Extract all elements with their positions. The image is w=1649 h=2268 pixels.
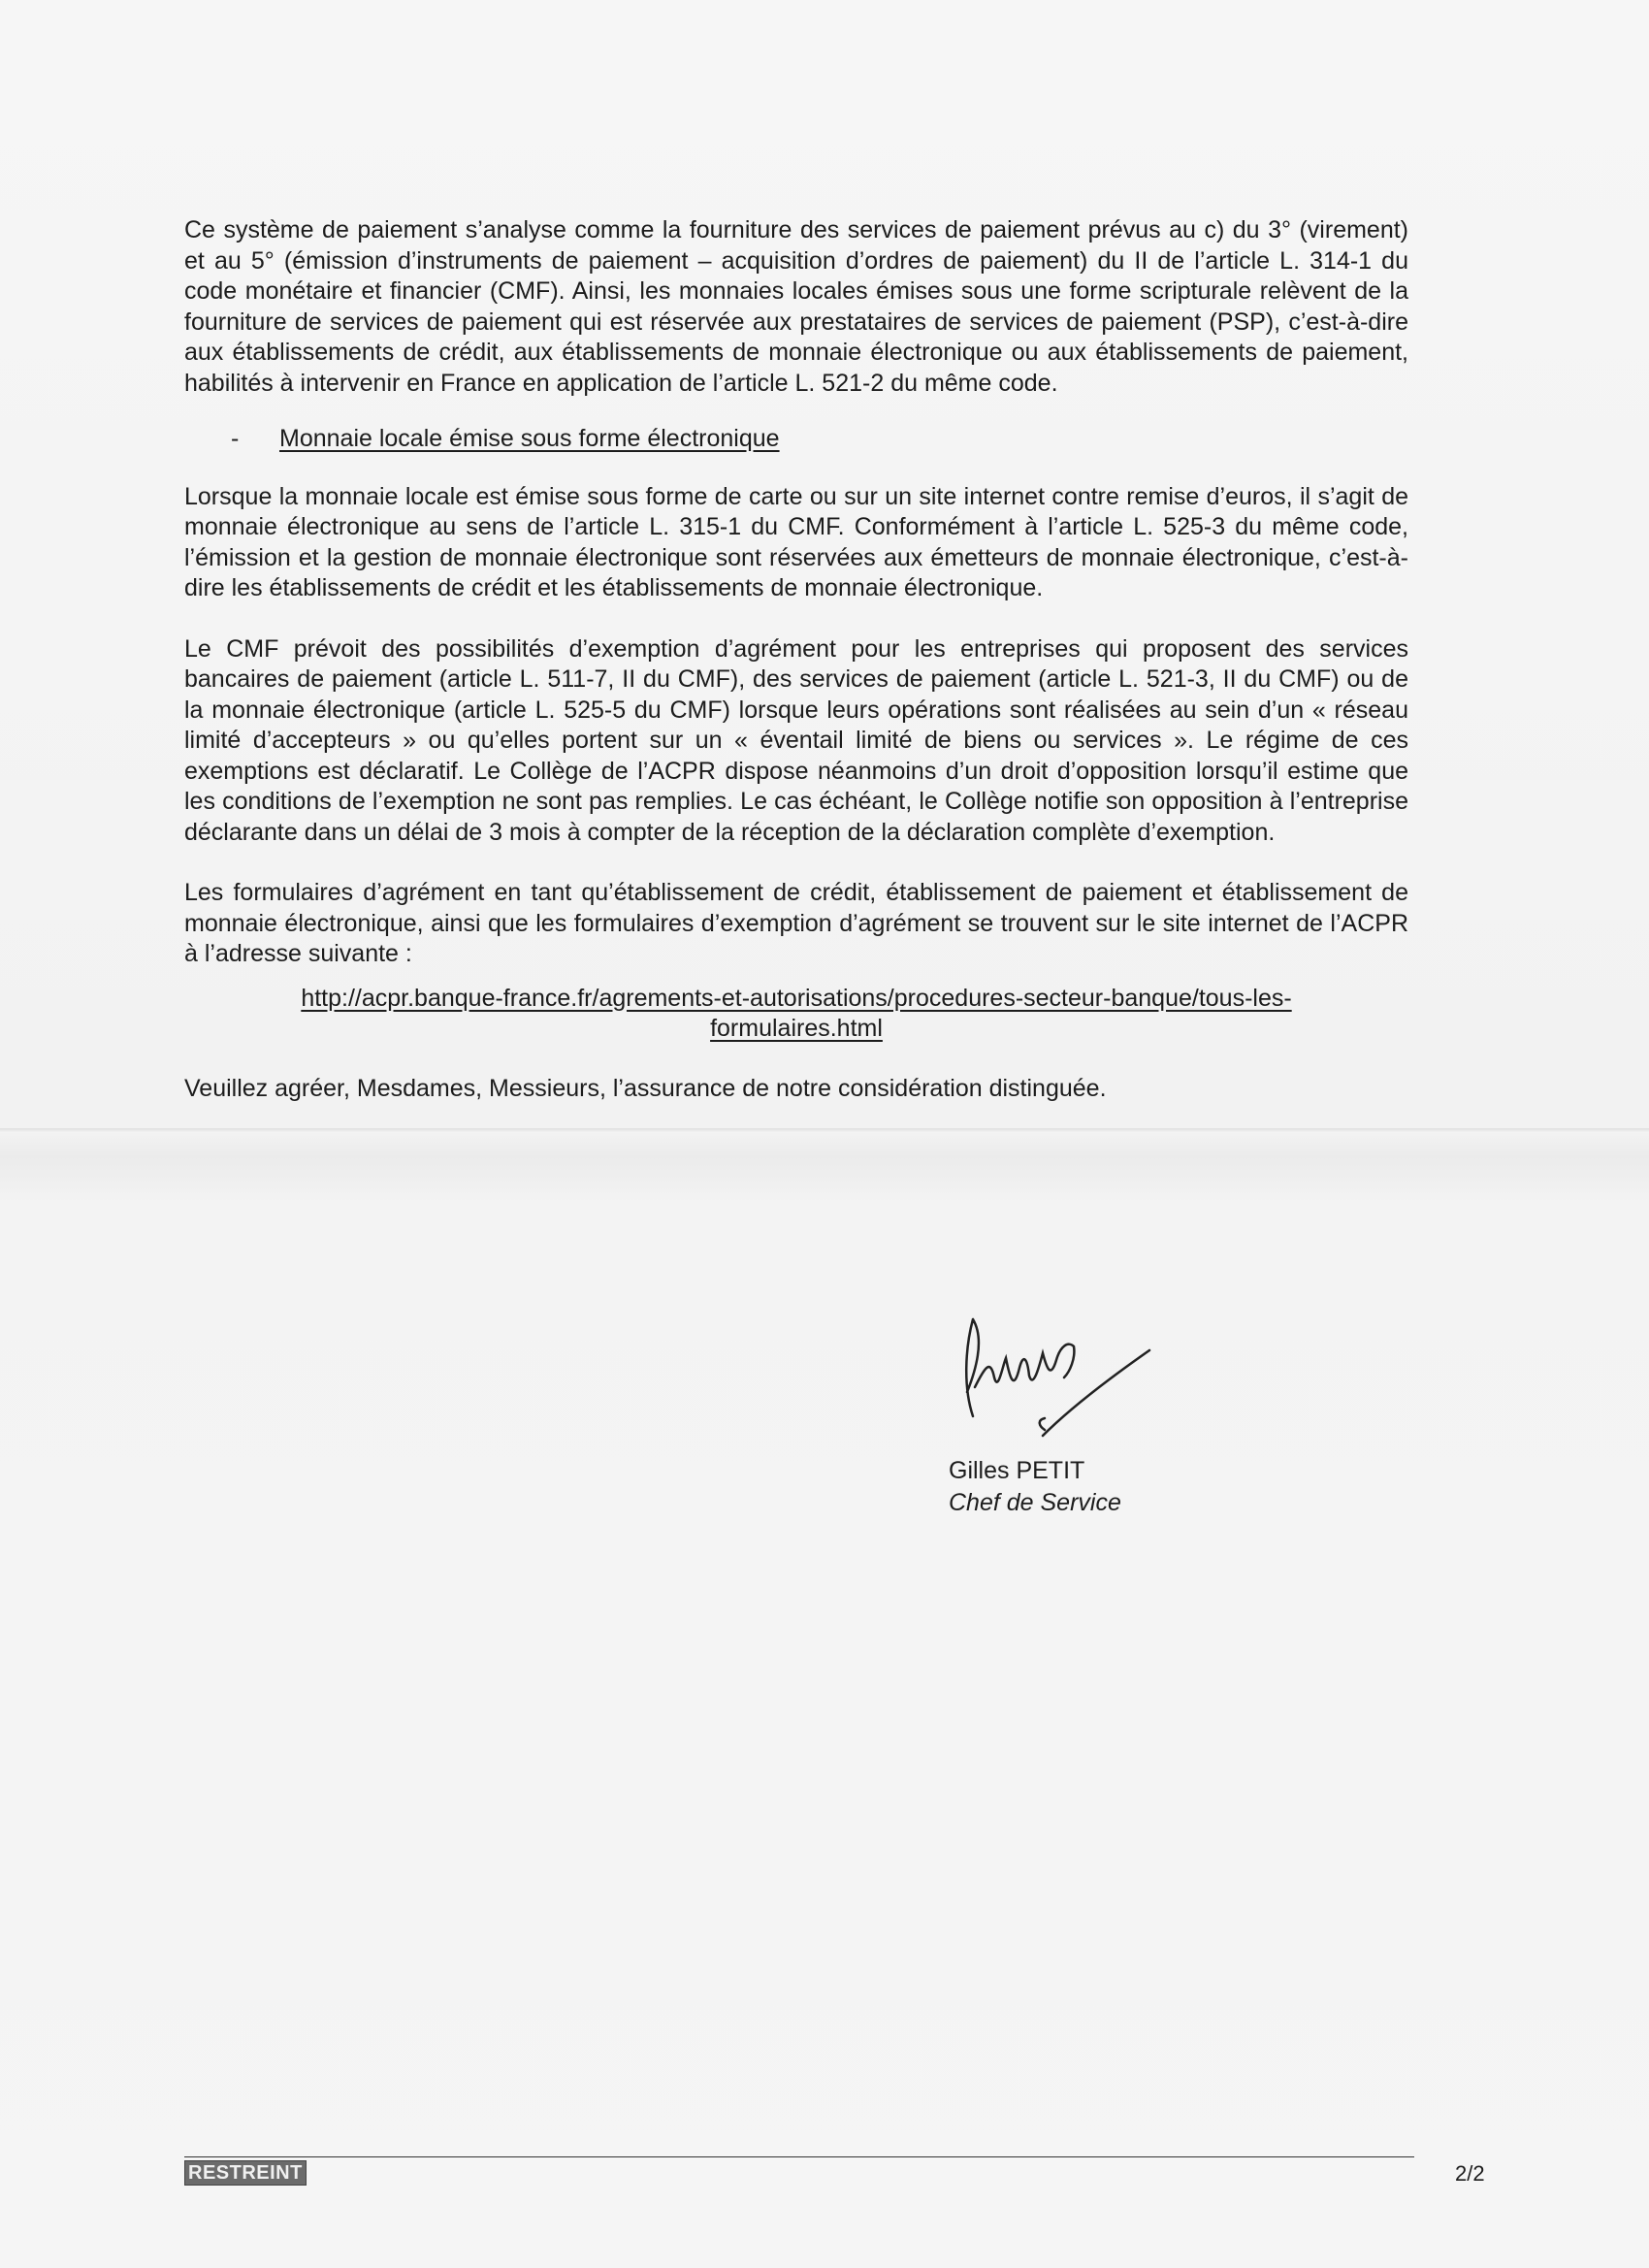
forms-url-line-2[interactable]: formulaires.html	[710, 1015, 883, 1042]
signature-block	[949, 1455, 1121, 1519]
footer-rule	[184, 2156, 1414, 2157]
letter-body	[184, 215, 1408, 1104]
closing-formula: Veuillez agréer, Mesdames, Messieurs, l’assurance de notre considération distinguée.	[184, 1074, 1107, 1102]
paragraph-exemption: Le CMF prévoit des possibilités d’exemption d’agrément pour les entreprises qui proposent des services bancaires de paiement (article L. 511-7, II du CMF), des services de paiement (article L. 521-3, II du CMF) ou de la monnaie électronique (article L. 525-5 du CMF) lorsque leurs opérations sont réalisées au sein d’un « réseau limité d’accepteurs » ou qu’elles portent sur un « éventail limité de biens ou services ». Le régime de ces exemptions est déclaratif. Le Collège de l’ACPR dispose néanmoins d’un droit d’opposition lorsqu’il estime que les conditions de l’exemption ne sont pas remplies. Le cas échéant, le Collège notifie son opposition à l’entreprise déclarante dans un délai de 3 mois à compter de la réception de la déclaration complète d’exemption.	[184, 634, 1408, 846]
forms-url-line-1[interactable]: http://acpr.banque-france.fr/agrements-et-autorisations/procedures-secteur-banque/tous-les-	[301, 984, 1292, 1012]
section-heading	[184, 424, 1408, 455]
paragraph-electronic-money: Lorsque la monnaie locale est émise sous forme de carte ou sur un site internet contre remise d’euros, il s’agit de monnaie électronique au sens de l’article L. 315-1 du CMF. Conformément à l’article L. 525-3 du même code, l’émission et la gestion de monnaie électronique sont réservées aux émetteurs de monnaie électronique, c’est-à-dire les établissements de crédit et les établissements de monnaie électronique.	[184, 482, 1408, 601]
paragraph-forms: Les formulaires d’agrément en tant qu’établissement de crédit, établissement de paiement et établissement de monnaie électronique, ainsi que les formulaires d’exemption d’agrément se trouvent sur le site internet de l’ACPR à l’adresse suivante :	[184, 879, 1408, 967]
bullet-dash: -	[231, 425, 240, 452]
section-heading-title: Monnaie locale émise sous forme électronique	[279, 425, 780, 452]
paragraph-payment-system: Ce système de paiement s’analyse comme la fourniture des services de paiement prévus au c) du 3° (virement) et au 5° (émission d’instruments de paiement – acquisition d’ordres de paiement) du II de l’article L. 314-1 du code monétaire et financier (CMF). Ainsi, les monnaies locales émises sous une forme scripturale relèvent de la fourniture de services de paiement qui est réservée aux prestataires de services de paiement (PSP), c’est-à-dire aux établissements de crédit, aux établissements de monnaie électronique ou aux établissements de paiement, habilités à intervenir en France en application de l’article L. 521-2 du même code.	[184, 216, 1408, 397]
classification-badge: RESTREINT	[184, 2160, 307, 2186]
paper-fold	[0, 1128, 1649, 1133]
forms-url-link[interactable]	[184, 984, 1408, 1045]
signatory-name: Gilles PETIT	[949, 1457, 1085, 1484]
handwritten-signature	[955, 1300, 1179, 1455]
signatory-role: Chef de Service	[949, 1489, 1121, 1516]
page-number: 2/2	[1455, 2161, 1485, 2186]
